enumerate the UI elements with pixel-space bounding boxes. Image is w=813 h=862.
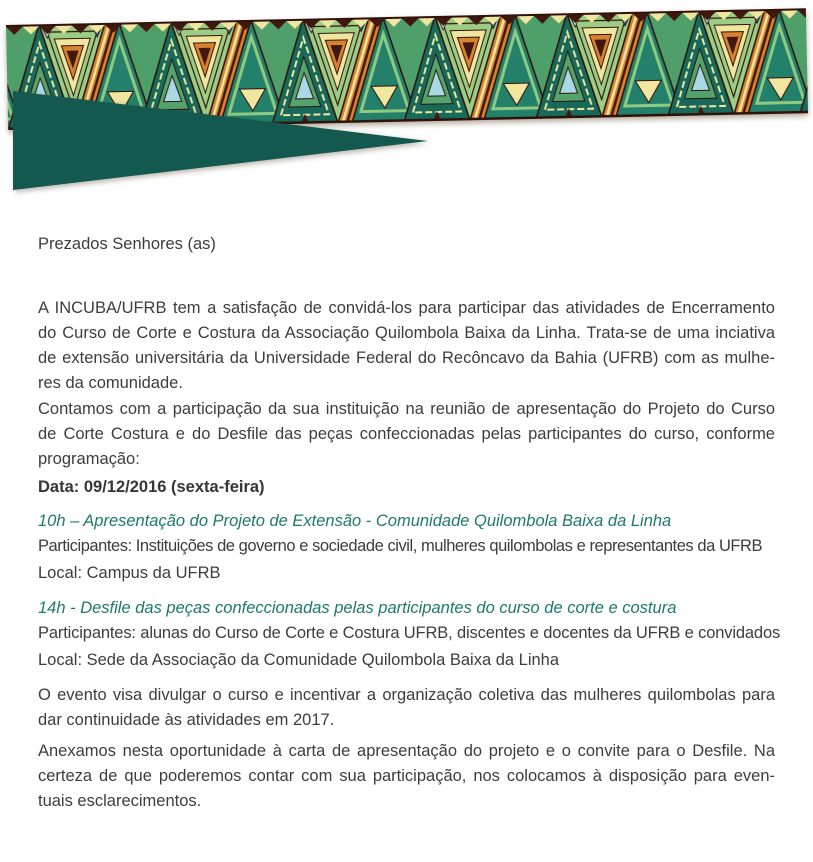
paragraph-line: A INCUBA/UFRB tem a satisfação de convidá-los para participar das atividades de Encerramento: [38, 299, 775, 317]
paragraph-line: Contamos com a participação da sua instituição na reunião de apresentação do Projeto do Curso: [38, 400, 775, 418]
event-date-line: Data: 09/12/2016 (sexta-feira): [38, 478, 265, 496]
greeting-text: Prezados Senhores (as): [38, 235, 216, 253]
paragraph-line: O evento visa divulgar o curso e incentivar a organização coletiva das mulheres quilombolas para: [38, 686, 775, 704]
paragraph-intro: [38, 296, 775, 396]
paragraph-line: de Corte Costura e do Desfile das peças confeccionadas pelas participantes do curso, conforme: [38, 425, 775, 443]
paragraph-line: dar continuidade às atividades em 2017.: [38, 711, 335, 729]
paragraph-line: tuais esclarecimentos.: [38, 792, 202, 810]
paragraph-line: de extensão universitária da Universidade Federal do Recôncavo da Bahia (UFRB) com as mulhe-: [38, 349, 775, 367]
teal-triangle-overlay: [0, 0, 813, 232]
paragraph-line: certeza de que poderemos contar com sua participação, nos colocamos à disposição para even-: [38, 767, 775, 785]
paragraph-line: res da comunidade.: [38, 374, 183, 392]
session2-location-line: Local: Sede da Associação da Comunidade Quilombola Baixa da Linha: [38, 651, 560, 669]
session2-participants-line: Participantes: alunas do Curso de Corte e Costura UFRB, discentes e docentes da UFRB e convidados: [38, 624, 781, 642]
session1-participants-line: Participantes: Instituições de governo e sociedade civil, mulheres quilombolas e representantes da UFRB: [38, 537, 763, 555]
paragraph-line: do Curso de Corte e Costura da Associação Quilombola Baixa da Linha. Trata-se de uma inciativa: [38, 324, 775, 342]
decorative-header: [0, 0, 813, 232]
paragraph-programacao: [38, 397, 775, 472]
session2-time-line: 14h - Desfile das peças confeccionadas pelas participantes do curso de corte e costura: [38, 599, 677, 617]
teal-triangle-shape: [13, 91, 428, 190]
letter-body: [0, 232, 813, 814]
paragraph-evento: [38, 683, 775, 733]
paragraph-anexos: [38, 739, 775, 814]
paragraph-line: programação:: [38, 450, 140, 468]
session1-time-line: 10h – Apresentação do Projeto de Extensão - Comunidade Quilombola Baixa da Linha: [38, 512, 672, 530]
paragraph-line: Anexamos nesta oportunidade à carta de apresentação do projeto e o convite para o Desfile. Na: [38, 742, 775, 760]
session1-location-line: Local: Campus da UFRB: [38, 564, 221, 582]
